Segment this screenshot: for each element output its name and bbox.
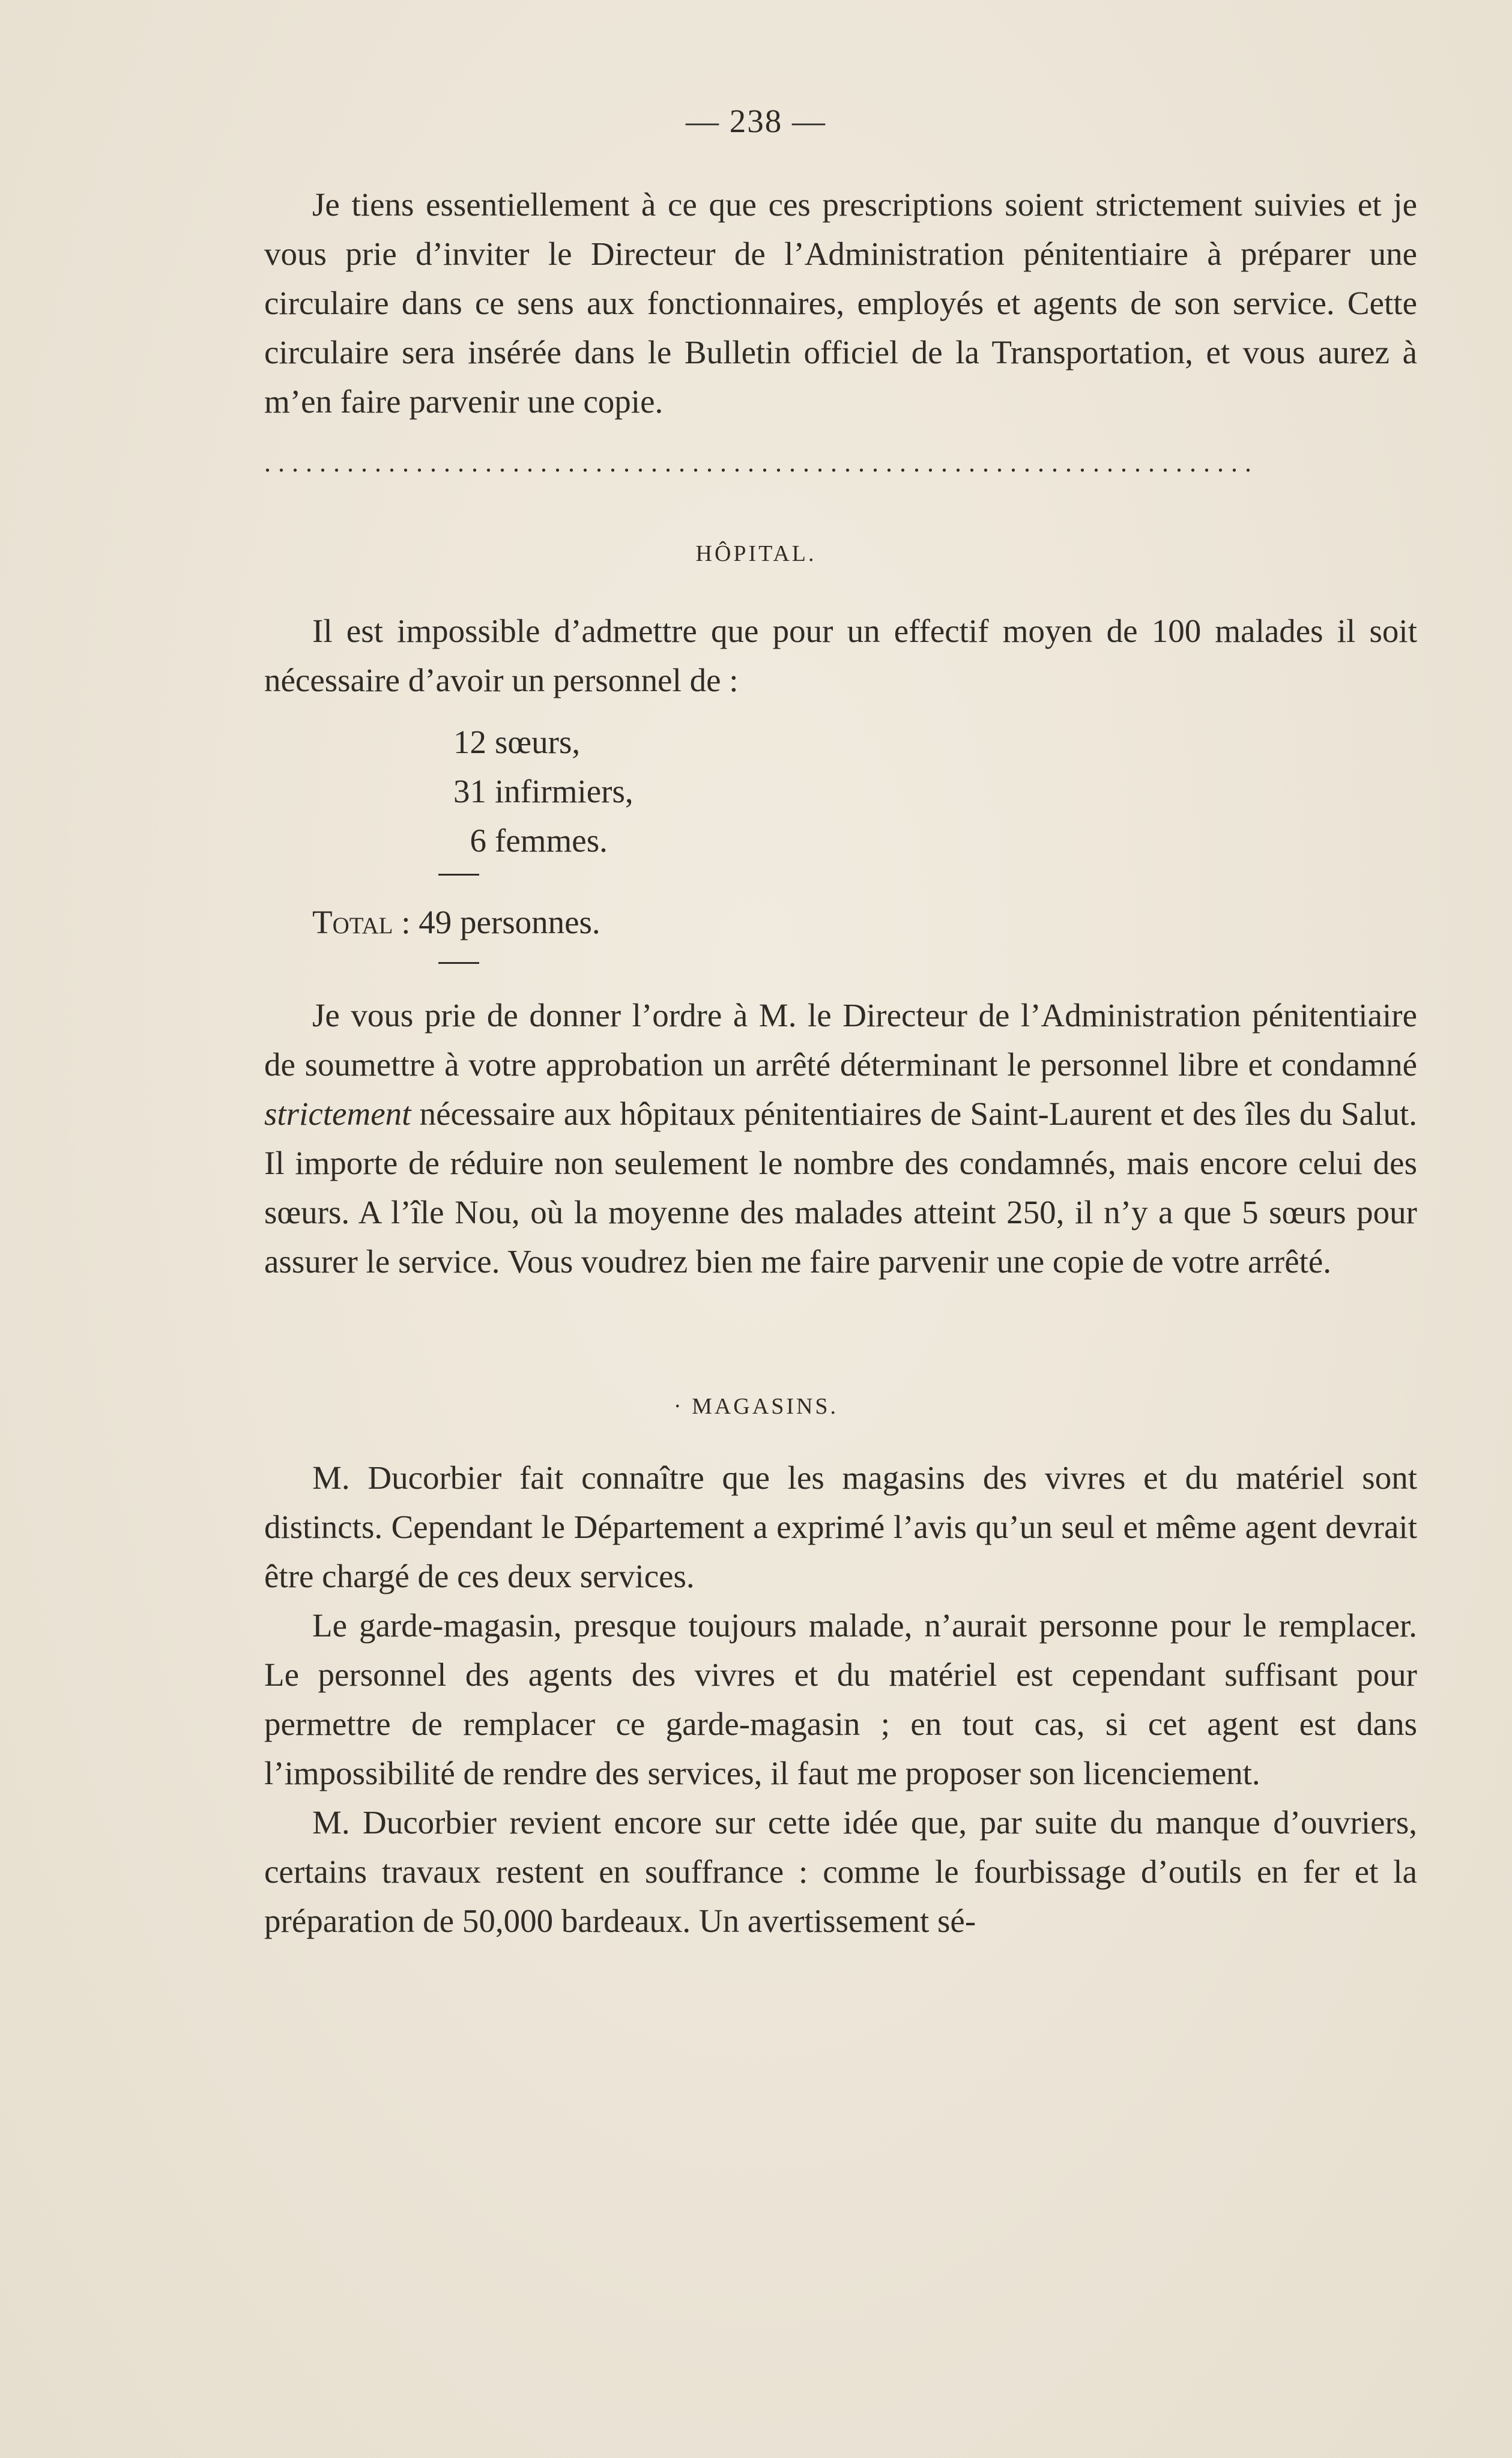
staff-label: sœurs, <box>495 724 581 760</box>
end-rule <box>438 962 479 964</box>
emphasis-text: strictement <box>264 1095 411 1132</box>
paragraph-text <box>264 991 1417 1286</box>
paragraph-prescriptions <box>264 180 1417 426</box>
section-heading-hopital: HÔPITAL. <box>695 541 817 566</box>
staff-item <box>435 718 634 767</box>
paragraph-arrete <box>264 991 1417 1286</box>
staff-label: femmes. <box>495 822 608 859</box>
paragraph-text: M. Ducorbier fait connaître que les magasins des vivres et du matériel sont distincts. Cependant le Département a exprimé l’avis qu’un seul et même agent devrait être chargé de ces deux services. <box>264 1459 1417 1594</box>
paragraph-text: Le garde-magasin, presque toujours malade, n’aurait personne pour le remplacer. Le personnel des agents des vivres et du matériel est cependant suffisant pour permettre de remplacer ce garde-magasin ; en tout cas, si cet agent est dans l’impossibilité de rendre des services, il faut me proposer son licenciement. <box>264 1607 1417 1791</box>
section-heading-magasins: · MAGASINS. <box>673 1394 839 1419</box>
text-run: Je vous prie de donner l’ordre à M. le Directeur de l’Administration pénitentiaire de soumettre à votre approbation un arrêté déterminant le personnel libre et condamné <box>264 997 1417 1083</box>
staff-list <box>435 718 634 865</box>
total-value: : 49 personnes. <box>401 904 600 940</box>
staff-count: 31 <box>453 773 486 810</box>
ellipsis-divider: ........................................................................ <box>264 448 1259 477</box>
staff-count: 12 <box>453 724 486 760</box>
total-line <box>312 898 600 947</box>
staff-count: 6 <box>470 822 486 859</box>
staff-item <box>435 816 634 865</box>
paragraph-hopital <box>264 607 1417 705</box>
paragraph-text: Je tiens essentiellement à ce que ces prescriptions soient strictement suivies et je vous prie d’inviter le Directeur de l’Administration pénitentiaire à préparer une circulaire dans ce sens aux fonctionnaires, employés et agents de son service. Cette circulaire sera insérée dans le Bulletin officiel de la Transportation, et vous aurez à m’en faire parvenir une copie. <box>264 186 1417 420</box>
paragraph-text: M. Ducorbier revient encore sur cette idée que, par suite du manque d’ouvriers, certains travaux restent en souffrance : comme le fourbissage d’outils en fer et la préparation de 50,000 bardeaux. Un avertissement sé- <box>264 1804 1417 1939</box>
page-number: — 238 — <box>686 103 826 139</box>
staff-label: infirmiers, <box>495 773 634 810</box>
sum-rule <box>438 874 479 876</box>
paragraphs-magasins <box>264 1453 1417 1946</box>
staff-item <box>435 767 634 816</box>
text-run: nécessaire aux hôpitaux pénitentiaires de Saint-Laurent et des îles du Salut. Il importe de réduire non seulement le nombre des condamnés, mais encore celui des sœurs. A l’île Nou, où la moyenne des malades atteint 250, il n’y a que 5 sœurs pour assurer le service. Vous voudrez bien me faire parvenir une copie de votre arrêté. <box>264 1095 1417 1280</box>
total-label: Total <box>312 904 393 940</box>
paragraph-text: Il est impossible d’admettre que pour un effectif moyen de 100 malades il soit nécessaire d’avoir un personnel de : <box>264 613 1417 698</box>
